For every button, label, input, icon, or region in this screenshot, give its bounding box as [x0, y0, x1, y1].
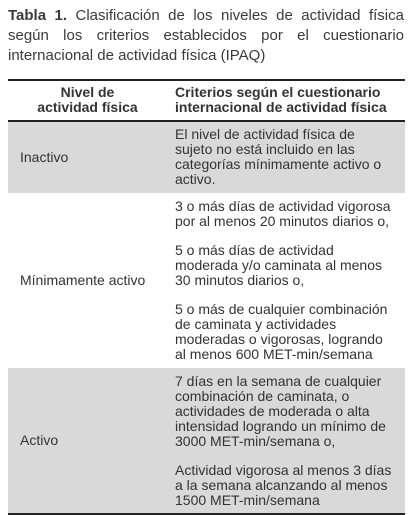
level-cell: Activo: [8, 368, 167, 514]
criteria-cell: [167, 193, 405, 368]
level-cell: Mínimamente activo: [20, 272, 146, 288]
table-caption-text: Clasificación de los niveles de actividad física según los criterios establecidos por el cuestionario internacional de actividad física (IPAQ): [8, 7, 404, 64]
header-activity-level: Nivel de actividad física: [37, 84, 138, 115]
table-caption-label: Tabla 1.: [8, 7, 68, 24]
criteria-cell: [167, 368, 405, 514]
table-row-activo: [8, 368, 405, 514]
criteria-paragraph: Actividad vigorosa al menos 3 días a la semana alcanzando al menos 1500 MET-min/semana: [175, 462, 392, 508]
criteria-paragraph: 7 días en la semana de cualquier combinación de caminata, o actividades de moderada o alta intensidad logrando un mínimo de 3000 MET-min/semana o,: [175, 373, 386, 449]
criteria-paragraph: 3 o más días de actividad vigorosa por al menos 20 minutos diarios o,: [175, 198, 391, 229]
ipaq-classification-table: [8, 79, 405, 515]
criteria-paragraph: El nivel de actividad física de sujeto no está incluido en las categorías mínimamente activo o activo.: [175, 126, 382, 187]
table-row-inactivo: [8, 121, 405, 193]
header-criteria: Criterios según el cuestionario internacional de actividad física: [175, 84, 387, 115]
criteria-paragraph: 5 o más días de actividad moderada y/o caminata al menos 30 minutos diarios o,: [175, 242, 382, 288]
table-header-row: [8, 80, 405, 121]
table-row-minimamente-activo: [8, 193, 405, 368]
table-caption: [8, 6, 404, 66]
criteria-cell: [167, 121, 405, 193]
level-cell: Inactivo: [8, 121, 167, 193]
criteria-paragraph: 5 o más de cualquier combinación de caminata y actividades moderadas o vigorosas, logrando al menos 600 MET-min/semana: [175, 301, 388, 362]
